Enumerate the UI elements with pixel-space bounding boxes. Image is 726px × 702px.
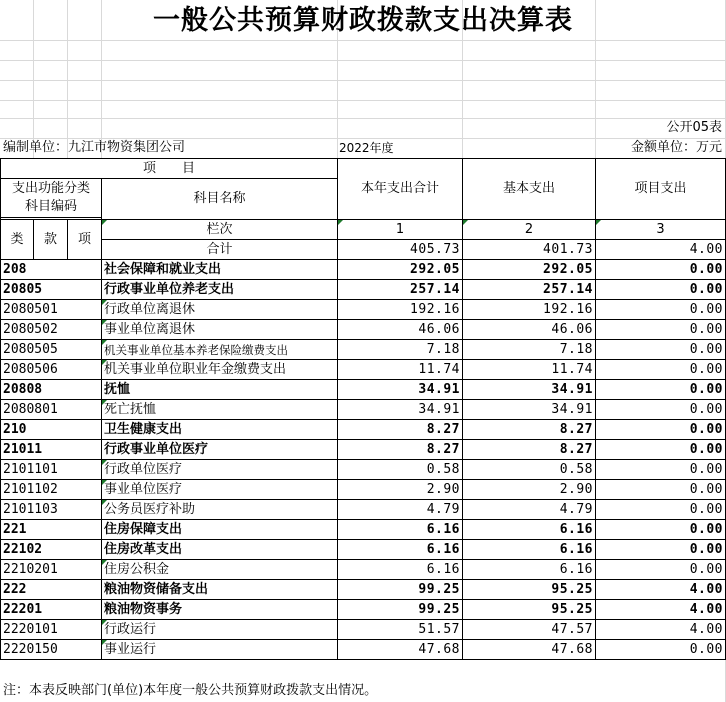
row-basic: 8.27 (463, 420, 596, 440)
header-total: 本年支出合计 (338, 159, 463, 220)
row-project: 0.00 (596, 500, 726, 520)
total-label: 合计 (102, 240, 338, 260)
page-title: 一般公共预算财政拨款支出决算表 (153, 5, 573, 36)
row-subject-name: 住房保障支出 (102, 520, 338, 540)
row-code: 210 (1, 420, 102, 440)
table-row (1, 520, 726, 540)
row-basic: 95.25 (463, 600, 596, 620)
header-col1: 1 (338, 220, 463, 240)
row-code: 2101101 (1, 460, 102, 480)
header-basic: 基本支出 (463, 159, 596, 220)
header-project: 项目支出 (596, 159, 726, 220)
row-total: 4.79 (338, 500, 463, 520)
row-total: 6.16 (338, 520, 463, 540)
row-total: 7.18 (338, 340, 463, 360)
table-row (1, 320, 726, 340)
row-subject-name: 机关事业单位基本养老保险缴费支出 (102, 340, 338, 360)
row-total: 2.90 (338, 480, 463, 500)
header-xiang: 项 (68, 220, 102, 260)
table-number: 公开05表 (666, 120, 722, 135)
row-total: 51.57 (338, 620, 463, 640)
row-total: 257.14 (338, 280, 463, 300)
row-project: 4.00 (596, 580, 726, 600)
row-subject-name: 行政事业单位医疗 (102, 440, 338, 460)
row-subject-name: 粮油物资储备支出 (102, 580, 338, 600)
total-project: 4.00 (596, 240, 726, 260)
row-total: 99.25 (338, 580, 463, 600)
row-subject-name: 住房公积金 (102, 560, 338, 580)
row-subject-name: 机关事业单位职业年金缴费支出 (102, 360, 338, 380)
row-code: 208 (1, 260, 102, 280)
header-col2: 2 (463, 220, 596, 240)
row-total: 8.27 (338, 420, 463, 440)
total-row (1, 240, 726, 260)
row-project: 0.00 (596, 460, 726, 480)
row-code: 22102 (1, 540, 102, 560)
row-project: 0.00 (596, 400, 726, 420)
row-code: 2080801 (1, 400, 102, 420)
header-col3: 3 (596, 220, 726, 240)
row-code: 22201 (1, 600, 102, 620)
row-total: 8.27 (338, 440, 463, 460)
table-row (1, 500, 726, 520)
table-row (1, 620, 726, 640)
row-subject-name: 卫生健康支出 (102, 420, 338, 440)
row-code: 222 (1, 580, 102, 600)
row-basic: 11.74 (463, 360, 596, 380)
table-row (1, 260, 726, 280)
table-row (1, 340, 726, 360)
header-lei: 类 (1, 220, 34, 260)
row-code: 2220101 (1, 620, 102, 640)
row-basic: 6.16 (463, 520, 596, 540)
row-project: 0.00 (596, 260, 726, 280)
table-row (1, 440, 726, 460)
table-row (1, 560, 726, 580)
table-row (1, 280, 726, 300)
row-code: 2220150 (1, 640, 102, 660)
row-total: 6.16 (338, 540, 463, 560)
row-project: 0.00 (596, 300, 726, 320)
row-total: 99.25 (338, 600, 463, 620)
row-total: 0.58 (338, 460, 463, 480)
row-code: 2101102 (1, 480, 102, 500)
table-row (1, 360, 726, 380)
row-code: 21011 (1, 440, 102, 460)
total-basic: 401.73 (463, 240, 596, 260)
row-project: 0.00 (596, 560, 726, 580)
row-subject-name: 行政运行 (102, 620, 338, 640)
row-project: 0.00 (596, 480, 726, 500)
row-total: 192.16 (338, 300, 463, 320)
row-basic: 47.57 (463, 620, 596, 640)
table-row (1, 400, 726, 420)
row-project: 0.00 (596, 420, 726, 440)
table-row (1, 540, 726, 560)
row-basic: 95.25 (463, 580, 596, 600)
table-row (1, 580, 726, 600)
row-project: 0.00 (596, 280, 726, 300)
row-code: 2101103 (1, 500, 102, 520)
header-subject-name: 科目名称 (102, 179, 338, 220)
row-project: 0.00 (596, 380, 726, 400)
table-row (1, 420, 726, 440)
amount-unit: 金额单位：万元 (630, 140, 722, 155)
row-subject-name: 粮油物资事务 (102, 600, 338, 620)
row-subject-name: 抚恤 (102, 380, 338, 400)
row-subject-name: 事业运行 (102, 640, 338, 660)
row-project: 0.00 (596, 360, 726, 380)
row-subject-name: 死亡抚恤 (102, 400, 338, 420)
compiling-unit: 编制单位：九江市物资集团公司 (3, 140, 186, 155)
row-basic: 34.91 (463, 400, 596, 420)
header-kuan: 款 (34, 220, 68, 260)
row-total: 6.16 (338, 560, 463, 580)
row-subject-name: 公务员医疗补助 (102, 500, 338, 520)
row-subject-name: 社会保障和就业支出 (102, 260, 338, 280)
header-column-no: 栏次 (102, 220, 338, 240)
row-project: 0.00 (596, 320, 726, 340)
table-row (1, 600, 726, 620)
row-project: 0.00 (596, 640, 726, 660)
row-basic: 47.68 (463, 640, 596, 660)
row-code: 2080505 (1, 340, 102, 360)
row-basic: 34.91 (463, 380, 596, 400)
row-total: 46.06 (338, 320, 463, 340)
row-code: 221 (1, 520, 102, 540)
row-basic: 0.58 (463, 460, 596, 480)
row-total: 34.91 (338, 380, 463, 400)
row-total: 292.05 (338, 260, 463, 280)
row-subject-name: 事业单位离退休 (102, 320, 338, 340)
row-basic: 192.16 (463, 300, 596, 320)
table-note: 注：本表反映部门(单位)本年度一般公共预算财政拨款支出情况。 (3, 683, 378, 698)
row-total: 11.74 (338, 360, 463, 380)
row-total: 47.68 (338, 640, 463, 660)
expenditure-table (0, 158, 726, 660)
row-subject-name: 住房改革支出 (102, 540, 338, 560)
row-project: 0.00 (596, 520, 726, 540)
row-basic: 2.90 (463, 480, 596, 500)
table-row (1, 480, 726, 500)
row-project: 4.00 (596, 620, 726, 640)
row-total: 34.91 (338, 400, 463, 420)
row-basic: 8.27 (463, 440, 596, 460)
row-code: 2080506 (1, 360, 102, 380)
fiscal-year: 2022年度 (339, 141, 394, 155)
row-project: 0.00 (596, 440, 726, 460)
row-basic: 6.16 (463, 560, 596, 580)
row-subject-name: 行政单位医疗 (102, 460, 338, 480)
row-code: 2080502 (1, 320, 102, 340)
table-row (1, 640, 726, 660)
row-basic: 6.16 (463, 540, 596, 560)
row-subject-name: 行政单位离退休 (102, 300, 338, 320)
row-basic: 7.18 (463, 340, 596, 360)
table-row (1, 460, 726, 480)
row-project: 0.00 (596, 540, 726, 560)
row-project: 4.00 (596, 600, 726, 620)
row-basic: 46.06 (463, 320, 596, 340)
header-func-code: 支出功能分类 科目编码 (1, 179, 102, 218)
row-subject-name: 事业单位医疗 (102, 480, 338, 500)
row-code: 20805 (1, 280, 102, 300)
table-row (1, 300, 726, 320)
header-item: 项 目 (1, 159, 338, 179)
row-subject-name: 行政事业单位养老支出 (102, 280, 338, 300)
row-code: 2210201 (1, 560, 102, 580)
row-code: 2080501 (1, 300, 102, 320)
total-amount: 405.73 (338, 240, 463, 260)
row-basic: 292.05 (463, 260, 596, 280)
table-row (1, 380, 726, 400)
row-code: 20808 (1, 380, 102, 400)
row-basic: 4.79 (463, 500, 596, 520)
row-basic: 257.14 (463, 280, 596, 300)
row-project: 0.00 (596, 340, 726, 360)
